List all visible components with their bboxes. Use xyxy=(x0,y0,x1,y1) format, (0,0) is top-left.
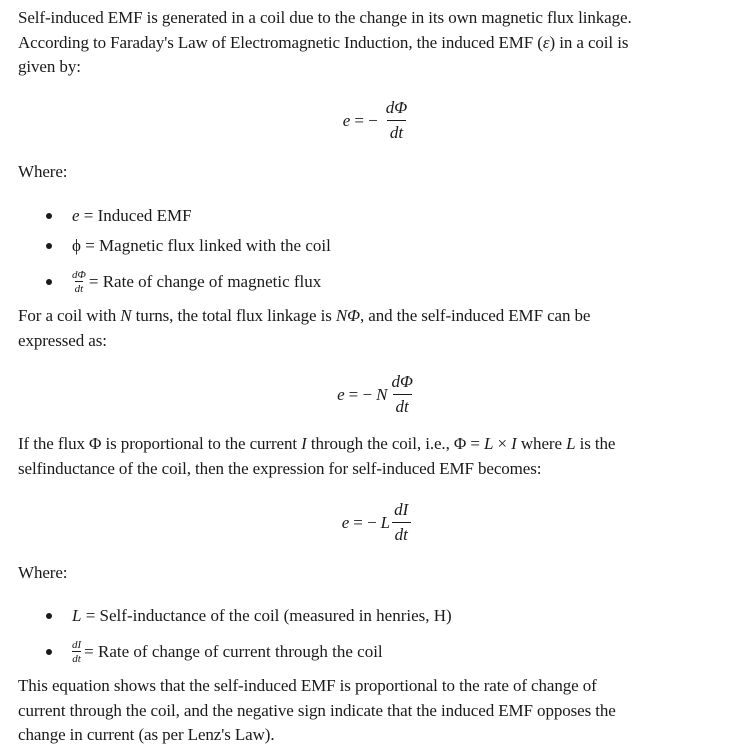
bullet-icon xyxy=(46,649,52,655)
paragraph-inductance xyxy=(18,432,615,481)
para3-i: I xyxy=(301,434,307,453)
list-symbol: L xyxy=(72,606,82,625)
para2-line-1 xyxy=(18,304,590,329)
para3-text-c: × xyxy=(493,434,512,453)
intro-line-2-pre: According to Faraday's Law of Electromagnetic Induction, the induced EMF ( xyxy=(18,32,543,52)
intro-paragraph xyxy=(18,6,632,80)
list-fraction xyxy=(72,639,81,665)
conclusion-line-2: current through the coil, and the negative sign indicate that the induced EMF opposes the xyxy=(18,700,616,720)
para3-text-d: where xyxy=(516,434,567,453)
para3-text-a: If the flux Φ is proportional to the current xyxy=(18,434,302,453)
eq2-coefficient: N xyxy=(376,384,388,404)
list-text: = Rate of change of current through the coil xyxy=(84,642,383,661)
bullet-icon xyxy=(46,279,52,285)
para3-l2: L xyxy=(566,434,576,453)
eq1-numerator: dΦ xyxy=(385,98,408,117)
list-symbol: e xyxy=(72,206,80,225)
conclusion-line-3: change in current (as per Lenz's Law). xyxy=(18,725,275,744)
para3-line-1 xyxy=(18,432,615,457)
eq1-denominator: dt xyxy=(387,120,406,143)
paragraph-n-turns xyxy=(18,304,590,353)
eq3-denominator: dt xyxy=(392,522,411,545)
equation-n-turns xyxy=(0,372,753,417)
conclusion-paragraph xyxy=(18,674,616,748)
list-text: = Rate of change of magnetic flux xyxy=(88,272,322,291)
list-fraction-numerator: dI xyxy=(72,639,82,651)
list-text: = Induced EMF xyxy=(83,206,192,225)
equation-inductance xyxy=(0,500,753,545)
para2-text-a: For a coil with xyxy=(18,306,121,325)
where-label-2: Where: xyxy=(18,563,68,582)
eq1-fraction xyxy=(383,98,410,143)
conclusion-line-1: This equation shows that the self-induced EMF is proportional to the rate of change of xyxy=(18,676,597,695)
list-text: = Self-inductance of the coil (measured in henries, H) xyxy=(85,606,452,625)
list-fraction-denominator: dt xyxy=(74,283,84,295)
list-symbol: ϕ xyxy=(72,236,81,255)
para2-text-c: , and the self-induced EMF can be xyxy=(359,306,591,325)
list-fraction-denominator: dt xyxy=(72,653,81,665)
para2-nphi: NΦ xyxy=(335,306,360,325)
para3-text-e: is the xyxy=(575,434,616,453)
eq2-lhs: e xyxy=(337,384,345,404)
para2-line-2: expressed as: xyxy=(18,330,107,350)
intro-line-2-post: ) in a coil is xyxy=(549,32,629,52)
list-fraction xyxy=(72,269,86,295)
para2-text-b: turns, the total flux linkage is xyxy=(131,306,336,325)
bullet-icon xyxy=(46,613,52,619)
eq1-lhs: e xyxy=(342,110,351,130)
para3-i2: I xyxy=(511,434,517,453)
eq1-operator: = − xyxy=(354,110,378,130)
para3-line-2: selfinductance of the coil, then the expression for self-induced EMF becomes: xyxy=(18,458,542,478)
list-fraction-numerator: dΦ xyxy=(72,269,86,281)
bullet-icon xyxy=(46,243,52,249)
bullet-icon xyxy=(46,213,52,219)
where-label-1: Where: xyxy=(18,162,68,181)
intro-line-2 xyxy=(18,31,632,56)
para3-text-b: through the coil, i.e., Φ = xyxy=(306,434,484,453)
eq3-coefficient: L xyxy=(380,512,391,532)
intro-line-1: Self-induced EMF is generated in a coil due to the change in its own magnetic flux linkage. xyxy=(18,8,632,27)
list-text: = Magnetic flux linked with the coil xyxy=(85,236,331,255)
eq2-numerator: dΦ xyxy=(391,372,413,391)
para2-n: N xyxy=(120,306,132,325)
eq2-operator: = − xyxy=(348,384,373,404)
eq3-numerator: dI xyxy=(394,500,409,519)
intro-line-3: given by: xyxy=(18,57,81,76)
equation-faraday xyxy=(0,98,753,143)
eq2-fraction xyxy=(388,372,415,417)
eq2-denominator: dt xyxy=(393,394,412,417)
eq3-operator: = − xyxy=(353,512,377,532)
para3-l: L xyxy=(484,434,494,453)
emf-symbol: ε xyxy=(542,32,550,52)
eq3-lhs: e xyxy=(341,512,350,532)
eq3-fraction xyxy=(391,500,411,545)
